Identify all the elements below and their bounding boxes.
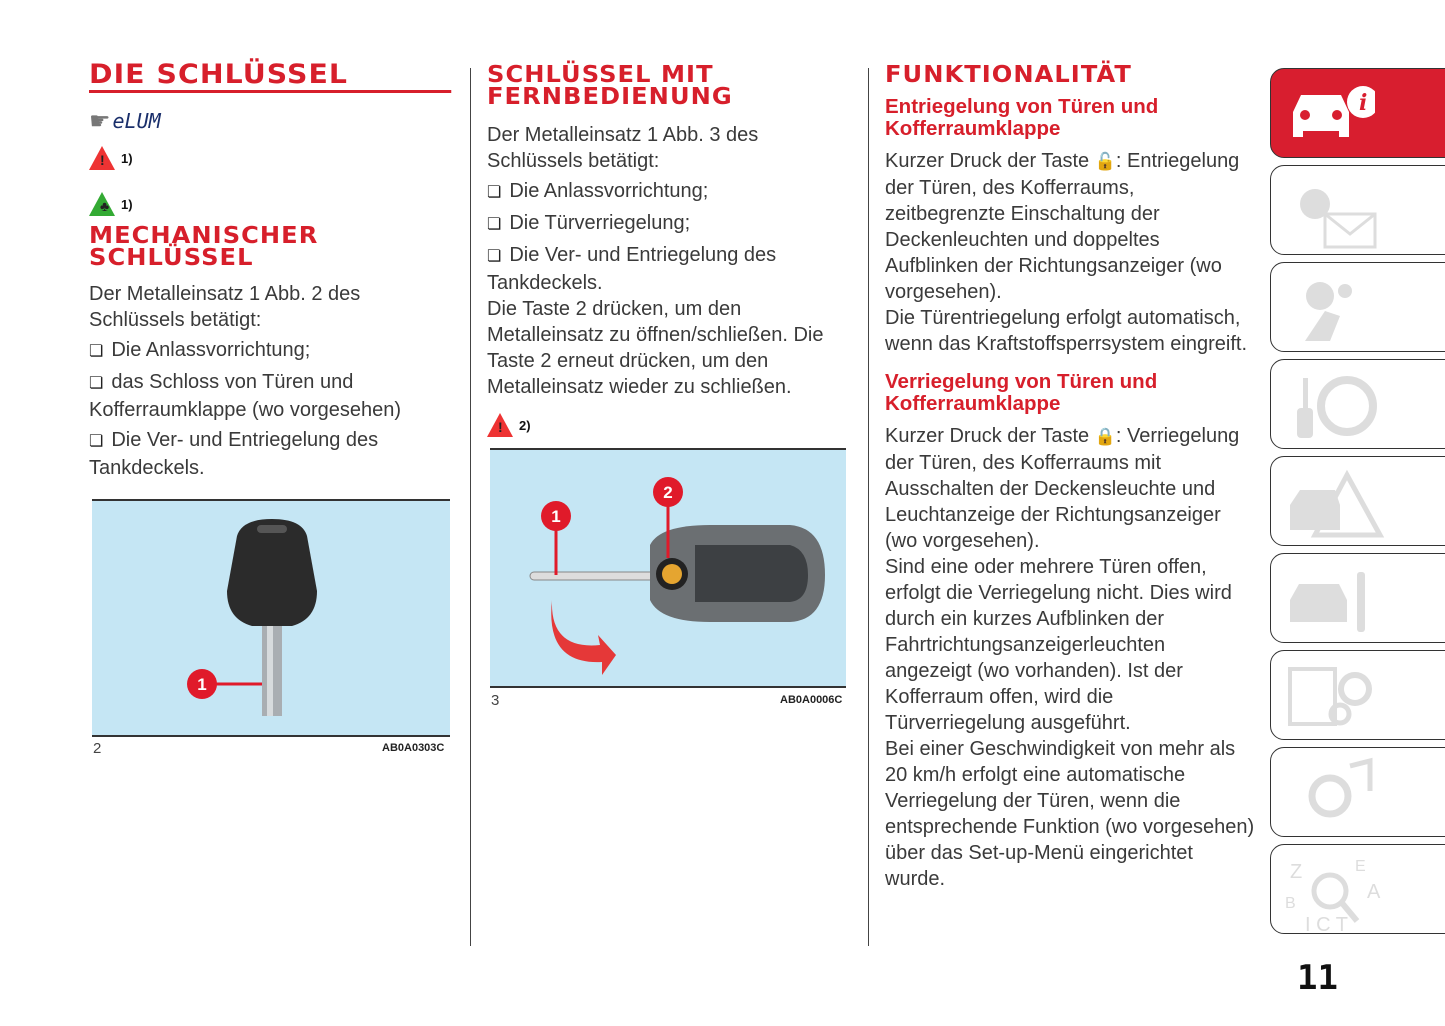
warning-icon: ! — [89, 146, 115, 170]
section-title: DIE SCHLÜSSEL — [89, 60, 451, 93]
column-functionality — [885, 60, 1255, 892]
elum-label: eLUM — [112, 109, 161, 133]
svg-text:A: A — [1367, 881, 1381, 903]
column-remote-key — [487, 60, 849, 440]
svg-text:B: B — [1285, 895, 1296, 912]
section-title: SCHLÜSSEL MIT FERNBEDIENUNG — [487, 62, 733, 110]
column-keys — [89, 60, 455, 481]
multimedia-icon — [1285, 756, 1385, 831]
tab-technical-data[interactable] — [1270, 650, 1445, 740]
figure-code: AB0A0006C — [780, 694, 843, 706]
airbag-icon — [1285, 271, 1385, 346]
car-info-icon — [1285, 77, 1375, 147]
svg-text:E: E — [1355, 858, 1366, 875]
lock-text: Kurzer Druck der Taste 🔒: Verriegelung der Türen, des Kofferraums mit Ausschalten der Deckensleuchte und Leuchtanzeige der Richtungsanzeiger (wo vorgesehen). — [885, 425, 1240, 552]
bullet: ❏ Die Ver- und Entriegelung des Tankdeckels. — [89, 427, 455, 481]
tab-emergency[interactable] — [1270, 456, 1445, 546]
environment-icon: ♣ — [89, 192, 115, 216]
tab-multimedia[interactable] — [1270, 747, 1445, 837]
elum-reference[interactable] — [89, 107, 455, 135]
remote-key-illustration — [490, 450, 846, 686]
pointing-hand-icon: ☛ — [89, 107, 111, 135]
svg-text:1: 1 — [197, 675, 207, 694]
svg-text:I C T: I C T — [1305, 914, 1348, 933]
lock-doors-open-text: Sind eine oder mehrere Türen offen, erfolgt die Verriegelung nicht. Dies wird durch ein kurzes Aufblinken der Fahrtrichtungsanzeigerleuchten angezeigt (wo vorhanden). Ist der Kofferraum offen, wird die Türverriegelung ausgeführt. — [885, 556, 1232, 734]
tab-safety[interactable] — [1270, 262, 1445, 352]
bullet: ❏ Die Anlassvorrichtung; — [89, 337, 455, 365]
tab-dashboard-lights[interactable] — [1270, 165, 1445, 255]
tab-starting-driving[interactable] — [1270, 359, 1445, 449]
svg-text:2: 2 — [663, 483, 673, 502]
warning-note: ! 1) — [89, 143, 455, 173]
key-steering-wheel-icon — [1285, 368, 1385, 443]
bullet: ❏ Die Ver- und Entriegelung des Tankdeckels. — [487, 242, 849, 296]
column-divider — [470, 68, 471, 946]
bullet: ❏ das Schloss von Türen und Kofferraumklappe (wo vorgesehen) — [89, 369, 455, 423]
svg-text:1: 1 — [551, 507, 561, 526]
data-gear-icon — [1285, 659, 1385, 734]
car-warning-triangle-icon — [1285, 465, 1385, 540]
warning-light-message-icon — [1285, 174, 1385, 249]
subsection-lock: Verriegelung von Türen und Kofferraumklappe — [885, 370, 1158, 415]
column-divider — [868, 68, 869, 946]
figure-code: AB0A0303C — [382, 742, 445, 754]
page-number: 11 — [1297, 958, 1338, 998]
lock-speed-text: Bei einer Geschwindigkeit von mehr als 20 km/h erfolgt eine automatische Verriegelung der Türen, wenn die entsprechende Funktion (wo vorgesehen) über das Set-up-Menü eingerichtet wurde. — [885, 738, 1255, 890]
figure-mechanical-key — [92, 499, 450, 737]
alphabet-search-icon — [1285, 853, 1395, 933]
car-wrench-icon — [1285, 562, 1385, 637]
tab-getting-to-know-car[interactable] — [1270, 68, 1445, 158]
tab-maintenance[interactable] — [1270, 553, 1445, 643]
unlock-auto-text: Die Türentriegelung erfolgt automatisch, wenn das Kraftstoffsperrsystem eingreift. — [885, 307, 1248, 355]
unlock-text: Kurzer Druck der Taste 🔓: Entriegelung der Türen, des Kofferraums, zeitbegrenzte Einschaltung der Deckenleuchten und doppeltes Aufblinken der Richtungsanzeiger (wo vorgesehen). — [885, 150, 1240, 303]
figure-number: 3 — [491, 692, 500, 709]
figure-remote-key — [490, 448, 846, 688]
bullet: ❏ Die Türverriegelung; — [487, 210, 849, 238]
warning-note: ! 2) — [487, 410, 849, 440]
tab-index[interactable] — [1270, 844, 1445, 934]
intro-text: Der Metalleinsatz 1 Abb. 3 des Schlüssels betätigt: — [487, 124, 759, 172]
environment-note: ♣ 1) — [89, 189, 455, 219]
svg-text:i: i — [1359, 90, 1368, 116]
svg-text:Z: Z — [1290, 861, 1303, 883]
unlock-icon: 🔓 — [1094, 152, 1116, 171]
button-instructions: Die Taste 2 drücken, um den Metalleinsatz zu öffnen/schließen. Die Taste 2 erneut drücken, um den Metalleinsatz wieder zu schließen. — [487, 298, 824, 398]
figure-number: 2 — [93, 740, 102, 757]
section-title: FUNKTIONALITÄT — [885, 62, 1132, 88]
intro-text: Der Metalleinsatz 1 Abb. 2 des Schlüssels betätigt: — [89, 283, 361, 331]
lock-icon: 🔒 — [1094, 427, 1116, 446]
mechanical-key-illustration — [92, 501, 450, 735]
subsection-title: MECHANISCHER SCHLÜSSEL — [89, 223, 319, 271]
warning-icon: ! — [487, 413, 513, 437]
bullet: ❏ Die Anlassvorrichtung; — [487, 178, 849, 206]
subsection-unlock: Entriegelung von Türen und Kofferraumklappe — [885, 95, 1159, 140]
